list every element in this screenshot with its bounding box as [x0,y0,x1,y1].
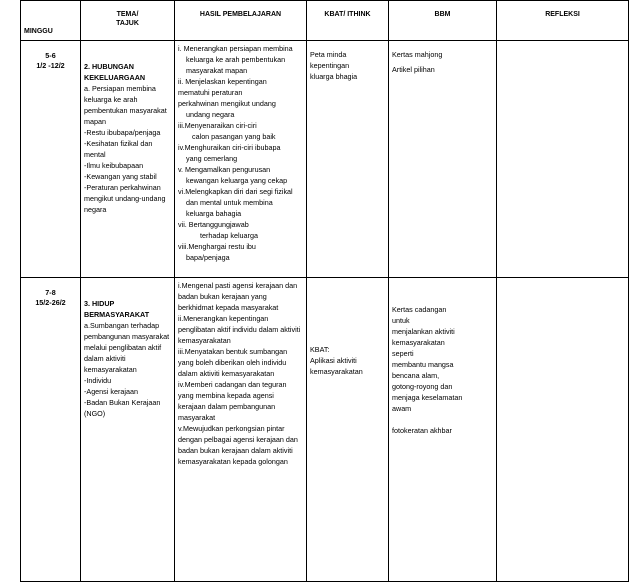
hasil-line: calon pasangan yang baik [192,132,276,141]
kbat-cell [307,41,389,278]
hasil-line: masyarakat mapan [186,66,248,75]
tajuk-line: melalui penglibatan aktif [84,343,162,352]
header-tema-line2: TAJUK [116,20,139,27]
hasil-line: ii. Menjelaskan kepentingan [178,77,267,86]
bbm-line: seperti [392,349,414,358]
tajuk-line: negara [84,205,107,214]
week-cell [21,278,81,582]
week-date: 15/2-26/2 [35,298,66,307]
hasil-cell [175,41,307,278]
tajuk-cell [81,41,175,278]
bbm-line: Artikel pilihan [392,65,435,74]
bbm-line [392,414,493,425]
refleksi-cell [497,41,629,278]
header-refleksi: REFLEKSI [497,1,629,41]
tajuk-title: 2. HUBUNGAN [84,62,134,71]
header-tema-line1: TEMA/ [116,11,139,18]
hasil-line: bapa/penjaga [186,253,230,262]
hasil-line: viii.Menghargai restu ibu [178,242,256,251]
lesson-plan-table [20,0,629,582]
hasil-line: iv.Memberi cadangan dan teguran [178,380,287,389]
tajuk-line: -Badan Bukan Kerajaan [84,398,161,407]
hasil-line: iii.Menyatakan bentuk sumbangan [178,347,288,356]
tajuk-line: a.Sumbangan terhadap [84,321,160,330]
hasil-line: keluarga ke arah pembentukan [186,55,286,64]
hasil-line: i.Mengenal pasti agensi kerajaan dan [178,281,298,290]
hasil-line: iii.Menyenaraikan ciri-ciri [178,121,257,130]
bbm-cell [389,278,497,582]
tajuk-line: mengikut undang-undang [84,194,166,203]
hasil-line: undang negara [186,110,235,119]
header-minggu: MINGGU [21,1,81,41]
hasil-line: vii. Bertanggungjawab [178,220,249,229]
hasil-cell [175,278,307,582]
tajuk-line: -Kewangan yang stabil [84,172,157,181]
kbat-line: kluarga bhagia [310,72,358,81]
tajuk-line: mental [84,150,106,159]
kbat-line: kepentingan [310,61,350,70]
hasil-line: kewangan keluarga yang cekap [186,176,288,185]
bbm-line: fotokeratan akhbar [392,426,452,435]
kbat-cell [307,278,389,582]
tajuk-line: dalam aktiviti [84,354,126,363]
hasil-line: yang membina kepada agensi [178,391,274,400]
hasil-line: kemasyarakatan [178,336,231,345]
kbat-line: Peta minda [310,50,347,59]
tajuk-line: mapan [84,117,106,126]
bbm-line: menjalankan aktiviti [392,327,455,336]
header-bbm: BBM [389,1,497,41]
hasil-line: badan bukan kerajaan yang [178,292,267,301]
hasil-line: mematuhi peraturan [178,88,243,97]
week-cell [21,41,81,278]
kbat-line: KBAT: [310,345,330,354]
tajuk-line: -Ilmu keibubapaan [84,161,144,170]
bbm-line: menjaga keselamatan [392,393,463,402]
bbm-line: bencana alam, [392,371,440,380]
tajuk-line: -Agensi kerajaan [84,387,138,396]
bbm-line: awam [392,404,412,413]
hasil-line: masyarakat [178,413,216,422]
week-number: 7-8 [45,288,56,297]
hasil-line: i. Menerangkan persiapan membina [178,44,293,53]
tajuk-title: 3. HIDUP [84,299,115,308]
hasil-line: yang boleh diberikan oleh individu [178,358,287,367]
hasil-line: dalam aktiviti kemasyarakatan [178,369,275,378]
header-tema [81,1,175,41]
tajuk-line: pembangunan masyarakat [84,332,170,341]
hasil-line: berkhidmat kepada masyarakat [178,303,279,312]
refleksi-cell [497,278,629,582]
hasil-line: badan bukan kerajaan dalam aktiviti [178,446,293,455]
hasil-line: kerajaan dalam pembangunan [178,402,276,411]
table-row [21,278,629,582]
tajuk-title: KEKELUARGAAN [84,73,146,82]
bbm-line: Kertas cadangan [392,305,447,314]
tajuk-line: -Peraturan perkahwinan [84,183,161,192]
header-row [21,1,629,41]
bbm-line: gotong-royong dan [392,382,453,391]
hasil-line: vi.Melengkapkan diri dari segi fizikal [178,187,293,196]
hasil-line: v.Mewujudkan perkongsian pintar [178,424,285,433]
bbm-line: untuk [392,316,410,325]
bbm-cell [389,41,497,278]
week-date: 1/2 -12/2 [36,61,65,70]
kbat-line: kemasyarakatan [310,367,363,376]
header-hasil: HASIL PEMBELAJARAN [175,1,307,41]
hasil-line: ii.Menerangkan kepentingan [178,314,269,323]
hasil-line: perkahwinan mengikut undang [178,99,276,108]
tajuk-cell [81,278,175,582]
hasil-line: yang cemerlang [186,154,238,163]
tajuk-line: -Individu [84,376,112,385]
hasil-line: v. Mengamalkan pengurusan [178,165,271,174]
table-row [21,41,629,278]
tajuk-line: keluarga ke arah [84,95,138,104]
hasil-line: penglibatan aktif individu dalam aktiviti [178,325,301,334]
bbm-line: Kertas mahjong [392,50,443,59]
hasil-line: dan mental untuk membina [186,198,273,207]
kbat-line: Aplikasi aktiviti [310,356,357,365]
bbm-line: membantu mangsa [392,360,454,369]
hasil-line: terhadap keluarga [200,231,258,240]
tajuk-line: -Restu ibubapa/penjaga [84,128,161,137]
tajuk-line: (NGO) [84,409,106,418]
bbm-line: kemasyarakatan [392,338,445,347]
hasil-line: keluarga bahagia [186,209,242,218]
header-kbat: KBAT/ ITHINK [307,1,389,41]
tajuk-title: BERMASYARAKAT [84,310,150,319]
tajuk-line: -Kesihatan fizikal dan [84,139,153,148]
tajuk-line: kemasyarakatan [84,365,137,374]
hasil-line: kemasyarakatan kepada golongan [178,457,288,466]
hasil-line: dengan pelbagai agensi kerajaan dan [178,435,298,444]
hasil-line: iv.Menghuraikan ciri-ciri ibubapa [178,143,281,152]
tajuk-line: pembentukan masyarakat [84,106,167,115]
week-number: 5-6 [45,51,56,60]
tajuk-line: a. Persiapan membina [84,84,156,93]
